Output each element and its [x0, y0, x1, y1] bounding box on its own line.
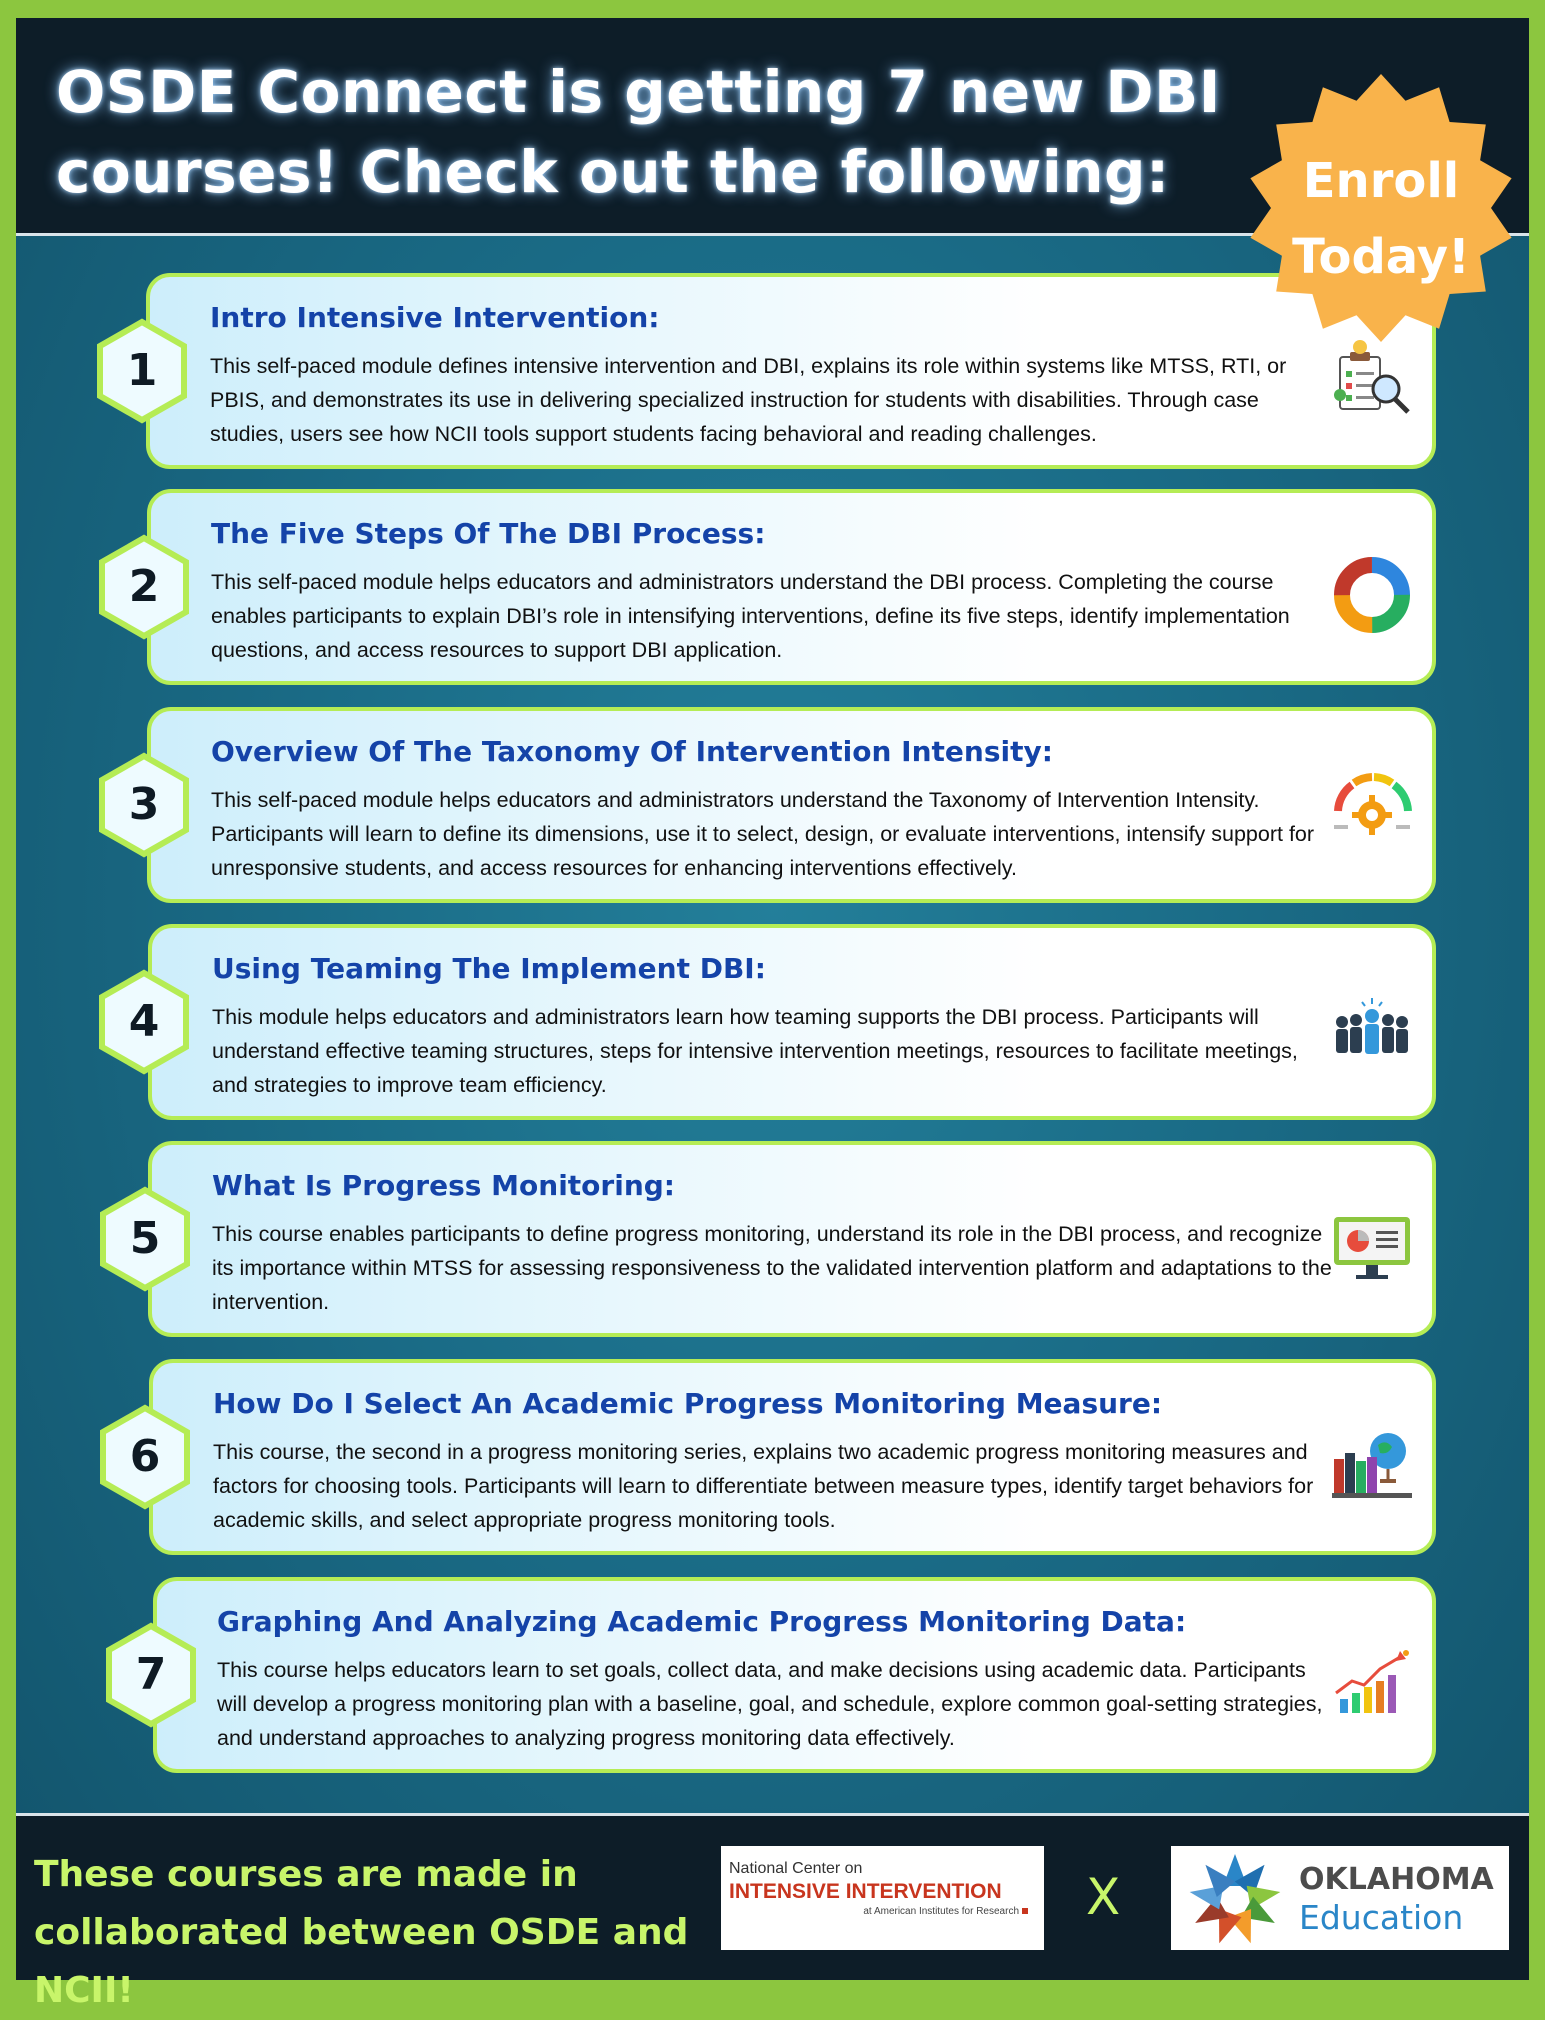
course-description: This course, the second in a progress monitoring series, explains two academic progress monitoring measures and factors for choosing tools. Participants will learn to differentiate between measure types, identify target behaviors for academic skills, and select appropriate progress monitoring tools. [213, 1440, 1314, 1532]
footer-message [34, 1846, 734, 2020]
badge-line-2: Today! [1292, 229, 1470, 285]
course-number-hexagon [98, 970, 190, 1074]
course-number: 1 [126, 345, 158, 396]
course-description: This course helps educators learn to set goals, collect data, and make decisions using academic data. Participants will develop a progress monitoring plan with a baseline, goal, and schedule, explore common goal-setting strategies, and understand approaches to analyzing progress monitoring data effectively. [217, 1658, 1323, 1750]
course-card[interactable] [147, 489, 1436, 685]
collaboration-separator: X [1086, 1868, 1121, 1926]
course-title: Overview Of The Taxonomy Of Intervention Intensity: [211, 735, 1053, 768]
course-description: This self-paced module helps educators and administrators understand the Taxonomy of Intervention Intensity. Participants will learn to define its dimensions, use it to select, design, or evaluate interventions, intensify support for unresponsive students, and access resources for enhancing interventions effectively. [211, 788, 1315, 880]
course-card[interactable] [148, 1141, 1436, 1337]
course-number-hexagon [99, 1405, 191, 1509]
ncii-logo-line-2: INTENSIVE INTERVENTION [729, 1880, 1002, 1903]
course-title: Graphing And Analyzing Academic Progress Monitoring Data: [217, 1605, 1187, 1638]
gauge-gear-icon [1330, 771, 1414, 855]
course-title: How Do I Select An Academic Progress Monitoring Measure: [213, 1387, 1163, 1420]
title-line-1: OSDE Connect is getting 7 new DBI [56, 58, 1221, 126]
course-number: 2 [128, 561, 160, 612]
oklahoma-logo-line-1: OKLAHOMA [1299, 1862, 1494, 1897]
course-number-hexagon [105, 1623, 197, 1727]
team-people-icon [1330, 988, 1414, 1072]
course-description: This module helps educators and administrators learn how teaming supports the DBI process. Participants will understand effective teaming structures, steps for intensive intervention meetings, resources to facilitate meetings, and strategies to improve team efficiency. [212, 1005, 1298, 1097]
course-number: 4 [128, 996, 160, 1047]
course-description: This self-paced module defines intensive intervention and DBI, explains its role within systems like MTSS, RTI, or PBIS, and demonstrates its use in delivering specialized instruction for students with disabilities. Through case studies, users see how NCII tools support students facing behavioral and reading challenges. [210, 354, 1287, 446]
badge-line-1: Enroll [1302, 153, 1460, 209]
footer-line-1: These courses are made in [34, 1854, 578, 1895]
poster-frame [16, 18, 1529, 2011]
course-title: Intro Intensive Intervention: [210, 301, 660, 334]
course-title: What Is Progress Monitoring: [212, 1169, 675, 1202]
oklahoma-logo-line-2: Education [1299, 1898, 1464, 1937]
course-number-hexagon [98, 535, 190, 639]
oklahoma-star-icon [1175, 1846, 1295, 1950]
course-number: 5 [129, 1213, 161, 1264]
ncii-logo-line-3: at American Institutes for Research [863, 1906, 1019, 1917]
enroll-badge[interactable] [1241, 73, 1521, 343]
ncii-square-icon [1022, 1908, 1028, 1914]
footer-line-2: collaborated between OSDE and NCII! [34, 1912, 689, 2011]
course-number: 6 [129, 1431, 161, 1482]
course-card[interactable] [153, 1577, 1436, 1773]
course-number-hexagon [99, 1187, 191, 1291]
cycle-ring-icon [1330, 553, 1414, 637]
course-title: Using Teaming The Implement DBI: [212, 952, 766, 985]
ncii-logo-line-1: National Center on [729, 1860, 863, 1877]
course-description: This self-paced module helps educators and administrators understand the DBI process. Completing the course enables participants to explain DBI’s role in intensifying interventions, define its five steps, identify implementation questions, and access resources to support DBI application. [211, 570, 1290, 662]
books-globe-icon [1330, 1423, 1414, 1507]
monitor-chart-icon [1330, 1205, 1414, 1289]
course-number: 7 [135, 1649, 167, 1700]
growth-bar-chart-icon [1330, 1641, 1414, 1725]
course-number-hexagon [96, 319, 188, 423]
ncii-logo [721, 1846, 1044, 1950]
footer-bar [16, 1813, 1529, 2011]
course-card[interactable] [149, 1359, 1436, 1555]
course-title: The Five Steps Of The DBI Process: [211, 517, 766, 550]
course-number: 3 [128, 779, 160, 830]
page-title [56, 52, 1256, 212]
course-card[interactable] [148, 924, 1436, 1120]
oklahoma-education-logo [1171, 1846, 1509, 1950]
course-description: This course enables participants to define progress monitoring, understand its role in the DBI process, and recognize its importance within MTSS for assessing responsiveness to the validated intervention platform and adaptations to the intervention. [212, 1222, 1332, 1314]
course-card[interactable] [147, 707, 1436, 903]
course-number-hexagon [98, 753, 190, 857]
title-line-2: courses! Check out the following: [56, 138, 1170, 206]
checklist-magnifier-icon [1330, 337, 1414, 421]
